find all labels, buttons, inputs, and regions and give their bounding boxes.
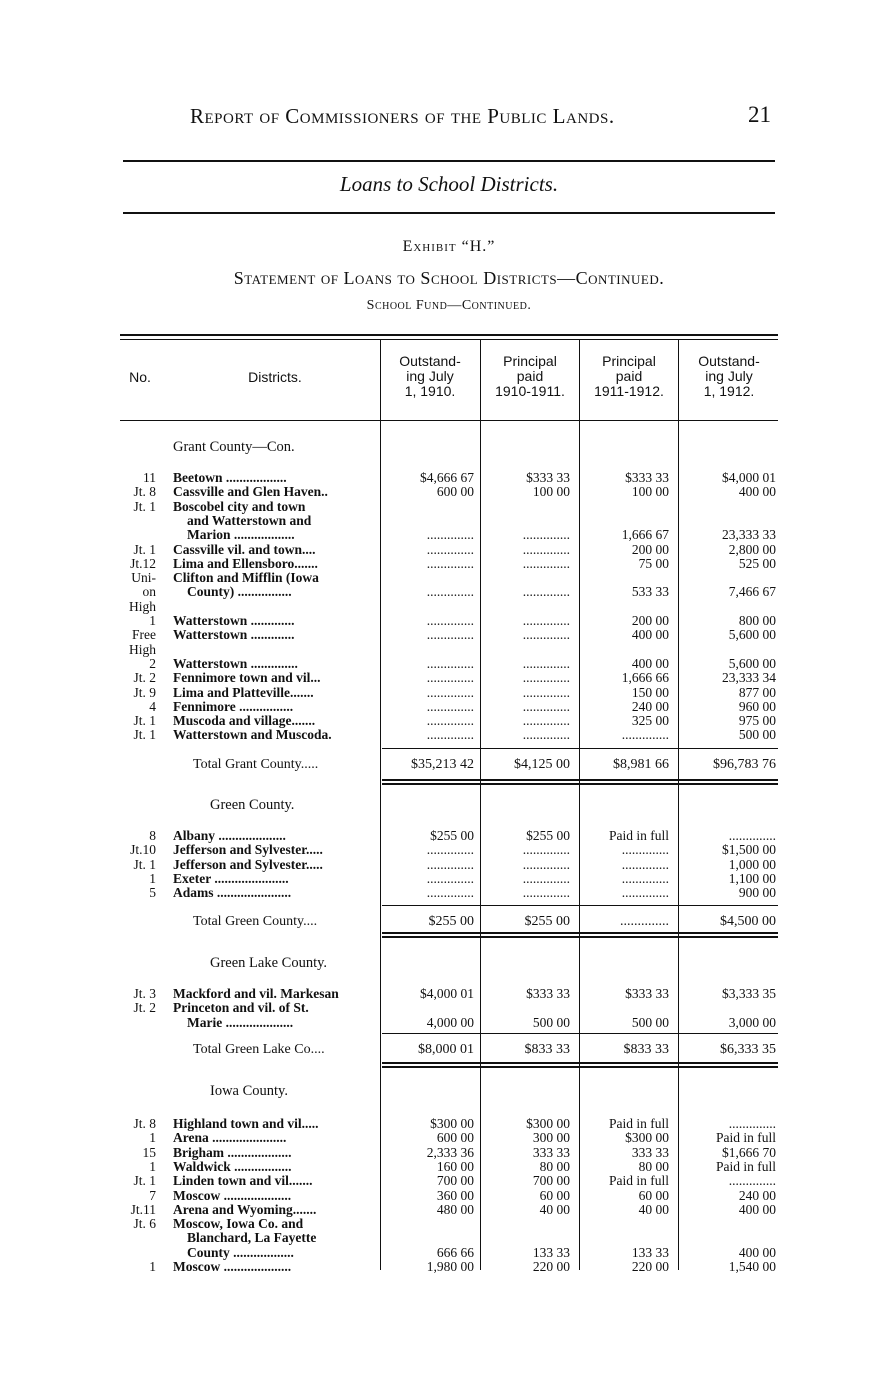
row-principal-1910-1911: ..............: [522, 670, 570, 686]
row-district: Jefferson and Sylvester.....: [173, 842, 323, 858]
table-row: [120, 584, 778, 599]
row-district: Moscow ....................: [173, 1187, 292, 1203]
row-outstanding-1912: 900 00: [738, 885, 776, 901]
section-heading-text: Green County.: [210, 798, 295, 813]
row-outstanding-1912: 525 00: [738, 555, 776, 571]
row-number: 7: [149, 1187, 156, 1203]
row-outstanding-1910: ..............: [426, 627, 474, 643]
row-principal-1911-1912: 325 00: [631, 713, 669, 729]
fund-title: School Fund—Continued.: [366, 298, 532, 313]
table-row: [120, 1202, 778, 1217]
row-outstanding-1910: $300 00: [430, 1116, 474, 1131]
row-principal-1911-1912: 75 00: [638, 555, 669, 571]
row-number: 2: [149, 655, 156, 671]
row-outstanding-1912: 1,000 00: [728, 856, 776, 872]
table-row: [120, 470, 778, 485]
row-number: High: [129, 598, 156, 614]
row-principal-1910-1911: ..............: [522, 727, 570, 743]
section-title: Loans to School Districts.: [339, 172, 559, 196]
row-outstanding-1912: Paid in full: [716, 1158, 776, 1174]
row-district: Lima and Platteville.......: [173, 684, 314, 700]
row-outstanding-1912: $1,666 70: [722, 1144, 776, 1160]
row-outstanding-1910: ..............: [426, 541, 474, 557]
row-district: Linden town and vil.......: [173, 1173, 313, 1189]
row-outstanding-1912: ..............: [728, 1173, 776, 1189]
row-number: 1: [149, 1130, 156, 1146]
table-row: [120, 1159, 778, 1174]
row-outstanding-1910: ..............: [426, 870, 474, 886]
header-c4: Outstand- ing July 1, 1912.: [698, 353, 760, 399]
row-principal-1911-1912: 60 00: [638, 1187, 669, 1203]
row-outstanding-1912: 960 00: [738, 698, 776, 714]
total-label: Total Green County....: [193, 914, 318, 929]
row-outstanding-1912: ..............: [728, 1116, 776, 1131]
row-principal-1911-1912: ..............: [621, 885, 669, 901]
total-outstanding-1910: $8,000 01: [418, 1042, 474, 1057]
row-district: Arena ......................: [173, 1130, 287, 1146]
row-district: Marie ....................: [187, 1014, 294, 1030]
row-district: County ..................: [187, 1244, 294, 1260]
row-principal-1910-1911: ..............: [522, 527, 570, 543]
running-title: Report of Commissioners of the Public Lands.: [190, 104, 615, 128]
row-principal-1911-1912: 200 00: [631, 613, 669, 628]
loans-table: [120, 334, 778, 1274]
row-principal-1910-1911: ..............: [522, 684, 570, 700]
row-outstanding-1910: ..............: [426, 613, 474, 628]
row-outstanding-1910: ..............: [426, 885, 474, 901]
row-principal-1910-1911: ..............: [522, 713, 570, 729]
table-row: [120, 727, 778, 742]
row-principal-1911-1912: $333 33: [625, 986, 669, 1001]
rule-section: [123, 212, 775, 214]
row-district: Watterstown .............: [173, 627, 295, 643]
row-outstanding-1910: ..............: [426, 527, 474, 543]
row-outstanding-1912: 877 00: [738, 684, 776, 700]
row-district: Beetown ..................: [173, 470, 287, 485]
row-number: 5: [149, 885, 156, 901]
section-heading: [120, 956, 778, 971]
row-district: Clifton and Mifflin (Iowa: [173, 570, 319, 586]
row-number: Jt. 9: [133, 684, 156, 700]
total-row: [120, 757, 778, 772]
row-number: 4: [149, 698, 156, 714]
row-principal-1910-1911: ..............: [522, 613, 570, 628]
row-number: Jt.10: [130, 842, 156, 858]
table-row: [120, 699, 778, 714]
total-row: [120, 914, 778, 929]
table-row: [120, 656, 778, 671]
total-rule: [382, 936, 778, 938]
row-outstanding-1910: 160 00: [436, 1158, 474, 1174]
row-outstanding-1912: 23,333 33: [722, 527, 776, 543]
page-header: [0, 100, 895, 130]
row-outstanding-1910: ..............: [426, 698, 474, 714]
row-number: Jt.12: [130, 555, 156, 571]
row-district: Jefferson and Sylvester.....: [173, 856, 323, 872]
row-number: Jt. 1: [133, 541, 156, 557]
row-principal-1911-1912: 40 00: [638, 1201, 669, 1217]
row-outstanding-1912: 800 00: [738, 613, 776, 628]
row-district: Exeter ......................: [173, 870, 289, 886]
header-c1: Outstand- ing July 1, 1910.: [399, 353, 461, 399]
row-outstanding-1912: 400 00: [738, 484, 776, 500]
total-principal-1911-1912: $833 33: [623, 1042, 669, 1057]
row-principal-1911-1912: 500 00: [631, 1014, 669, 1030]
row-district: Watterstown and Muscoda.: [173, 727, 332, 743]
row-number: High: [129, 641, 156, 657]
row-principal-1911-1912: ..............: [621, 842, 669, 858]
row-outstanding-1910: 666 66: [436, 1244, 474, 1260]
row-outstanding-1912: 1,100 00: [728, 870, 776, 886]
row-principal-1910-1911: $333 33: [526, 470, 570, 485]
row-district: Watterstown ..............: [173, 655, 298, 671]
header-c2: Principal paid 1910-1911.: [495, 353, 565, 399]
row-principal-1910-1911: 300 00: [532, 1130, 570, 1146]
table-row: [120, 713, 778, 728]
header-no: No.: [129, 369, 151, 385]
row-outstanding-1912: 23,333 34: [722, 670, 776, 686]
row-principal-1911-1912: 80 00: [638, 1158, 669, 1174]
row-outstanding-1910: 600 00: [436, 484, 474, 500]
row-principal-1910-1911: ..............: [522, 627, 570, 643]
row-outstanding-1912: ..............: [728, 828, 776, 843]
row-number: Jt. 2: [133, 1000, 156, 1016]
row-outstanding-1910: 2,333 36: [426, 1144, 474, 1160]
row-principal-1911-1912: Paid in full: [609, 828, 669, 843]
row-outstanding-1910: ..............: [426, 670, 474, 686]
total-principal-1911-1912: $8,981 66: [613, 757, 669, 772]
page-number: 21: [748, 102, 771, 127]
total-label: Total Grant County.....: [193, 757, 319, 772]
table-row: [120, 542, 778, 557]
row-principal-1911-1912: 1,666 67: [621, 527, 669, 543]
row-district: Adams ......................: [173, 885, 292, 901]
table-row: [120, 1216, 778, 1231]
total-rule: [382, 932, 778, 934]
row-number: Jt. 2: [133, 670, 156, 686]
row-outstanding-1912: $3,333 35: [722, 986, 776, 1001]
row-number: Jt. 8: [133, 484, 156, 500]
row-principal-1911-1912: Paid in full: [609, 1116, 669, 1131]
total-rule: [382, 1062, 778, 1064]
row-number: Jt. 1: [133, 498, 156, 514]
row-district: Princeton and vil. of St.: [173, 1000, 309, 1016]
row-outstanding-1910: ..............: [426, 684, 474, 700]
table-row: [120, 885, 778, 900]
row-district: Muscoda and village.......: [173, 713, 316, 729]
row-principal-1910-1911: ..............: [522, 555, 570, 571]
row-principal-1910-1911: 133 33: [532, 1244, 570, 1260]
row-number: Jt. 1: [133, 727, 156, 743]
row-district: Moscow, Iowa Co. and: [173, 1216, 304, 1232]
row-principal-1911-1912: ..............: [621, 856, 669, 872]
row-outstanding-1912: Paid in full: [716, 1130, 776, 1146]
header-c3: Principal paid 1911-1912.: [594, 353, 664, 399]
total-label: Total Green Lake Co....: [193, 1042, 325, 1057]
row-principal-1911-1912: 150 00: [631, 684, 669, 700]
total-outstanding-1912: $4,500 00: [720, 914, 776, 929]
total-rule: [382, 905, 778, 906]
row-outstanding-1910: 600 00: [436, 1130, 474, 1146]
table-row: [120, 484, 778, 499]
row-principal-1910-1911: $300 00: [526, 1116, 570, 1131]
table-row: [120, 599, 778, 614]
row-district: Fennimore town and vil...: [173, 670, 321, 686]
row-principal-1910-1911: 700 00: [532, 1173, 570, 1189]
row-principal-1911-1912: 400 00: [631, 655, 669, 671]
row-principal-1910-1911: 100 00: [532, 484, 570, 500]
row-district: Watterstown .............: [173, 613, 295, 628]
row-outstanding-1912: 5,600 00: [728, 655, 776, 671]
table-row: [120, 871, 778, 886]
row-principal-1911-1912: 200 00: [631, 541, 669, 557]
row-district: Waldwick .................: [173, 1158, 292, 1174]
row-principal-1911-1912: 240 00: [631, 698, 669, 714]
total-outstanding-1912: $6,333 35: [720, 1042, 776, 1057]
total-rule: [382, 1066, 778, 1068]
row-number: Free: [132, 627, 156, 643]
row-district: Mackford and vil. Markesan: [173, 986, 339, 1001]
row-principal-1910-1911: ..............: [522, 856, 570, 872]
table-row: [120, 685, 778, 700]
row-district: and Watterstown and: [187, 512, 312, 528]
row-principal-1910-1911: ..............: [522, 655, 570, 671]
row-principal-1910-1911: ..............: [522, 698, 570, 714]
row-principal-1910-1911: 40 00: [539, 1201, 570, 1217]
table-row: [120, 1230, 778, 1245]
row-outstanding-1912: 5,600 00: [728, 627, 776, 643]
row-district: Brigham ...................: [173, 1144, 292, 1160]
row-district: Lima and Ellensboro.......: [173, 555, 318, 571]
row-outstanding-1912: 400 00: [738, 1244, 776, 1260]
row-principal-1911-1912: $300 00: [625, 1130, 669, 1146]
row-principal-1911-1912: 533 33: [631, 584, 669, 600]
row-number: Uni-: [131, 570, 156, 586]
row-outstanding-1910: ..............: [426, 713, 474, 729]
table-row: [120, 1130, 778, 1145]
row-district: Arena and Wyoming.......: [173, 1201, 317, 1217]
table-row: [120, 527, 778, 542]
rule-top: [123, 160, 775, 162]
table-row: [120, 1015, 778, 1030]
table-row: [120, 1259, 778, 1274]
total-principal-1910-1911: $833 33: [524, 1042, 570, 1057]
row-outstanding-1910: ..............: [426, 555, 474, 571]
row-outstanding-1912: 3,000 00: [728, 1014, 776, 1030]
row-district: Moscow ....................: [173, 1259, 292, 1274]
total-rule: [382, 748, 778, 749]
row-principal-1910-1911: ..............: [522, 584, 570, 600]
row-outstanding-1910: ..............: [426, 584, 474, 600]
section-heading: [120, 440, 778, 455]
section-heading: [120, 1084, 778, 1099]
row-number: 1: [149, 613, 156, 628]
row-principal-1911-1912: $333 33: [625, 470, 669, 485]
row-number: on: [142, 584, 156, 600]
row-number: 1: [149, 1259, 156, 1274]
exhibit-title: Exhibit “H.”: [402, 238, 496, 255]
total-outstanding-1910: $255 00: [428, 914, 474, 929]
row-number: Jt. 3: [133, 986, 156, 1001]
row-outstanding-1912: $1,500 00: [722, 842, 776, 858]
total-outstanding-1912: $96,783 76: [713, 757, 776, 772]
row-district: Cassville and Glen Haven..: [173, 484, 328, 500]
table-row: [120, 570, 778, 585]
total-principal-1910-1911: $255 00: [524, 914, 570, 929]
table-row: [120, 842, 778, 857]
row-number: Jt.11: [130, 1201, 156, 1217]
section-heading-text: Green Lake County.: [210, 956, 328, 971]
row-principal-1911-1912: 133 33: [631, 1244, 669, 1260]
row-district: Albany ....................: [173, 828, 286, 843]
row-principal-1910-1911: 500 00: [532, 1014, 570, 1030]
table-row: [120, 1116, 778, 1131]
total-principal-1910-1911: $4,125 00: [514, 757, 570, 772]
table-row: [120, 556, 778, 571]
row-number: Jt. 1: [133, 1173, 156, 1189]
row-principal-1910-1911: $333 33: [526, 986, 570, 1001]
header-bottom-rule: [120, 420, 778, 421]
row-principal-1910-1911: 220 00: [532, 1259, 570, 1274]
total-principal-1911-1912: ..............: [620, 914, 669, 929]
row-principal-1910-1911: 60 00: [539, 1187, 570, 1203]
row-principal-1910-1911: ..............: [522, 870, 570, 886]
table-row: [120, 627, 778, 642]
row-outstanding-1912: 2,800 00: [728, 541, 776, 557]
statement-title: Statement of Loans to School Districts—Continued.: [233, 268, 665, 288]
row-number: 1: [149, 870, 156, 886]
row-outstanding-1910: ..............: [426, 856, 474, 872]
table-top-rule-inner: [120, 339, 778, 340]
row-district: Marion ..................: [187, 527, 295, 543]
row-outstanding-1910: $4,666 67: [420, 470, 474, 485]
row-outstanding-1912: 1,540 00: [728, 1259, 776, 1274]
row-district: Boscobel city and town: [173, 498, 306, 514]
row-principal-1911-1912: 220 00: [631, 1259, 669, 1274]
row-principal-1910-1911: 333 33: [532, 1144, 570, 1160]
table-row: [120, 1173, 778, 1188]
row-outstanding-1910: 4,000 00: [426, 1014, 474, 1030]
table-row: [120, 1145, 778, 1160]
row-principal-1911-1912: 1,666 66: [621, 670, 669, 686]
row-number: Jt. 1: [133, 713, 156, 729]
row-number: Jt. 1: [133, 856, 156, 872]
row-principal-1911-1912: 333 33: [631, 1144, 669, 1160]
row-district: County) ................: [187, 584, 292, 600]
row-district: Cassville vil. and town....: [173, 541, 316, 557]
row-outstanding-1910: ..............: [426, 842, 474, 858]
row-principal-1911-1912: 400 00: [631, 627, 669, 643]
table-row: [120, 642, 778, 657]
row-outstanding-1910: 360 00: [436, 1187, 474, 1203]
table-top-rule: [120, 334, 778, 336]
table-row: [120, 670, 778, 685]
row-outstanding-1912: 975 00: [738, 713, 776, 729]
table-row: [120, 828, 778, 843]
table-row: [120, 1245, 778, 1260]
table-row: [120, 1188, 778, 1203]
row-principal-1910-1911: 80 00: [539, 1158, 570, 1174]
row-outstanding-1912: $4,000 01: [722, 470, 776, 485]
total-outstanding-1910: $35,213 42: [411, 757, 474, 772]
row-outstanding-1910: $4,000 01: [420, 986, 474, 1001]
row-district: Blanchard, La Fayette: [187, 1230, 317, 1246]
row-principal-1911-1912: 100 00: [631, 484, 669, 500]
row-number: 1: [149, 1158, 156, 1174]
header-districts: Districts.: [248, 369, 302, 385]
section-heading-text: Grant County—Con.: [173, 440, 295, 455]
row-outstanding-1912: 500 00: [738, 727, 776, 743]
table-row: [120, 613, 778, 628]
total-rule: [382, 1033, 778, 1034]
total-rule: [382, 783, 778, 785]
row-principal-1911-1912: ..............: [621, 727, 669, 743]
row-outstanding-1910: 1,980 00: [426, 1259, 474, 1274]
table-row: [120, 513, 778, 528]
row-principal-1911-1912: Paid in full: [609, 1173, 669, 1189]
table-row: [120, 857, 778, 872]
row-principal-1910-1911: $255 00: [526, 828, 570, 843]
total-row: [120, 1042, 778, 1057]
row-outstanding-1912: 7,466 67: [728, 584, 776, 600]
row-number: 8: [149, 828, 156, 843]
row-number: 11: [143, 470, 156, 485]
row-outstanding-1910: $255 00: [430, 828, 474, 843]
row-outstanding-1910: ..............: [426, 655, 474, 671]
row-outstanding-1910: 480 00: [436, 1201, 474, 1217]
section-heading: [120, 798, 778, 813]
row-number: 15: [142, 1144, 156, 1160]
row-principal-1910-1911: ..............: [522, 885, 570, 901]
row-district: Fennimore ................: [173, 698, 294, 714]
row-principal-1911-1912: ..............: [621, 870, 669, 886]
row-outstanding-1912: 240 00: [738, 1187, 776, 1203]
table-row: [120, 986, 778, 1001]
row-number: Jt. 8: [133, 1116, 156, 1131]
section-heading-text: Iowa County.: [210, 1084, 288, 1099]
row-outstanding-1910: ..............: [426, 727, 474, 743]
row-district: Highland town and vil.....: [173, 1116, 319, 1131]
row-principal-1910-1911: ..............: [522, 541, 570, 557]
row-number: Jt. 6: [133, 1216, 156, 1232]
row-outstanding-1910: 700 00: [436, 1173, 474, 1189]
row-outstanding-1912: 400 00: [738, 1201, 776, 1217]
total-rule: [382, 779, 778, 781]
table-row: [120, 499, 778, 514]
row-principal-1910-1911: ..............: [522, 842, 570, 858]
table-row: [120, 1000, 778, 1015]
